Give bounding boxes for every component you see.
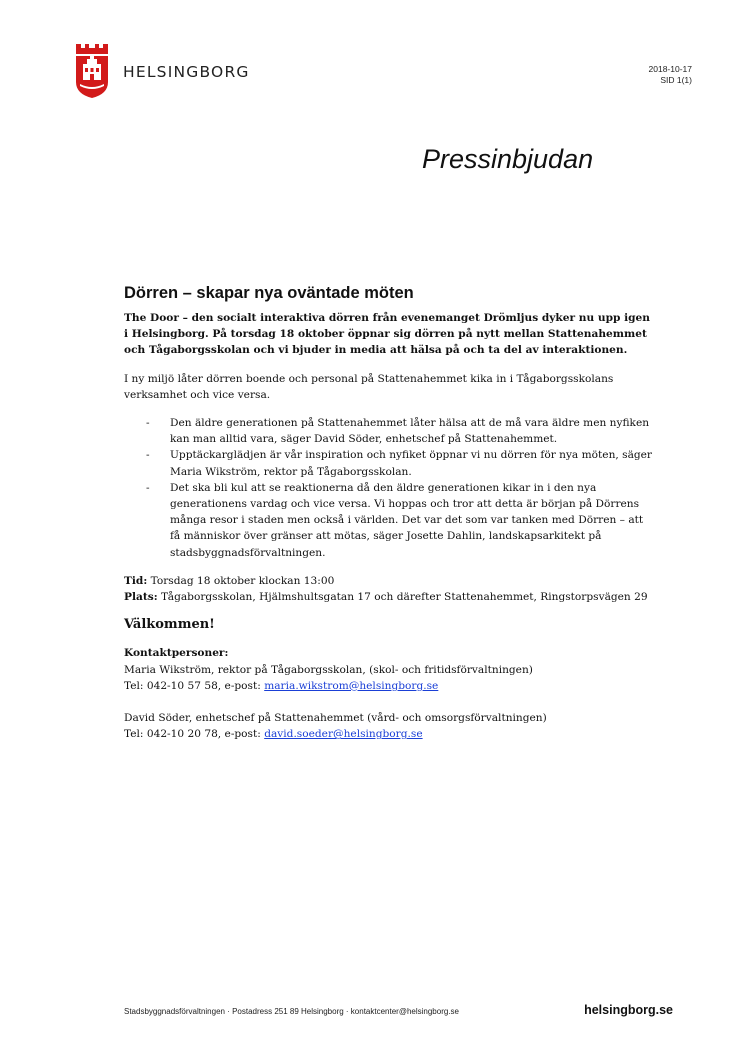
contact-person	[124, 662, 652, 694]
contact-person	[124, 710, 652, 742]
list-item	[146, 447, 652, 479]
contact-phone: Tel: 042-10 57 58, e-post:	[124, 679, 265, 692]
bullet-marker: -	[146, 449, 150, 462]
quote-list	[124, 415, 652, 561]
place-label: Plats:	[124, 591, 158, 604]
contact-phone: Tel: 042-10 20 78, e-post:	[124, 728, 265, 741]
list-item	[146, 415, 652, 447]
time-value: Torsdag 18 oktober klockan 13:00	[147, 574, 335, 587]
welcome-text: Välkommen!	[124, 617, 215, 633]
footer-website: helsingborg.se	[584, 1003, 673, 1017]
document-meta	[649, 64, 692, 86]
quote-text: Upptäckarglädjen är vår inspiration och nyfiket öppnar vi nu dörren för nya möten, säger Maria Wikström, rektor på Tågaborgsskolan.	[170, 449, 652, 478]
contacts-heading: Kontaktpersoner:	[124, 647, 229, 660]
quote-text: Den äldre generationen på Stattenahemmet låter hälsa att de må vara äldre men nyfiken kan man alltid vara, säger David Söder, enhetschef på Stattenahemmet.	[170, 417, 650, 446]
page-number: SID 1(1)	[660, 75, 692, 85]
bullet-marker: -	[146, 417, 150, 430]
document-date: 2018-10-17	[648, 64, 692, 74]
event-place	[124, 589, 652, 605]
press-release-body	[124, 283, 652, 758]
headline: Dörren – skapar nya oväntade möten	[124, 284, 414, 302]
lead-paragraph: The Door – den socialt interaktiva dörren från evenemanget Drömljus dyker nu upp igen i Helsingborg. På torsdag 18 oktober öppnar sig dörren på nytt mellan Stattenahemmet och Tågaborgsskolan och vi bjuder in media att hälsa på och ta del av interaktionen.	[124, 312, 650, 357]
footer-address: Stadsbyggnadsförvaltningen · Postadress 251 89 Helsingborg · kontaktcenter@helsingborg.se	[124, 1007, 459, 1016]
helsingborg-logo	[75, 44, 275, 100]
contact-name: David Söder, enhetschef på Stattenahemmet (vård- och omsorgsförvaltningen)	[124, 712, 547, 725]
list-item	[146, 480, 652, 561]
contact-phone-line	[124, 726, 652, 742]
org-name: HELSINGBORG	[123, 63, 250, 81]
intro-paragraph: I ny miljö låter dörren boende och personal på Stattenahemmet kika in i Tågaborgsskolans verksamhet och vice versa.	[124, 372, 614, 401]
event-time	[124, 573, 652, 589]
event-info	[124, 573, 652, 605]
time-label: Tid:	[124, 574, 148, 587]
contact-email-link[interactable]: maria.wikstrom@helsingborg.se	[264, 679, 439, 692]
contact-name: Maria Wikström, rektor på Tågaborgsskolan, (skol- och fritidsförvaltningen)	[124, 663, 533, 676]
bullet-marker: -	[146, 481, 150, 494]
place-value: Tågaborgsskolan, Hjälmshultsgatan 17 och därefter Stattenahemmet, Ringstorpsvägen 29	[157, 591, 648, 604]
quote-text: Det ska bli kul att se reaktionerna då den äldre generationen kikar in i den nya generationens vardag och vice versa. Vi hoppas och tror att detta är början på Dörrens många resor i staden men också i världen. Det var det som var tanken med Dörren – att få människor över gränser att mötas, säger Josette Dahlin, landskapsarkitekt på stadsbyggnadsförvaltningen.	[170, 481, 644, 559]
contact-email-link[interactable]: david.soeder@helsingborg.se	[264, 728, 423, 741]
city-crest-icon	[75, 44, 109, 98]
contact-phone-line	[124, 678, 652, 694]
document-type-title: Pressinbjudan	[422, 144, 594, 174]
